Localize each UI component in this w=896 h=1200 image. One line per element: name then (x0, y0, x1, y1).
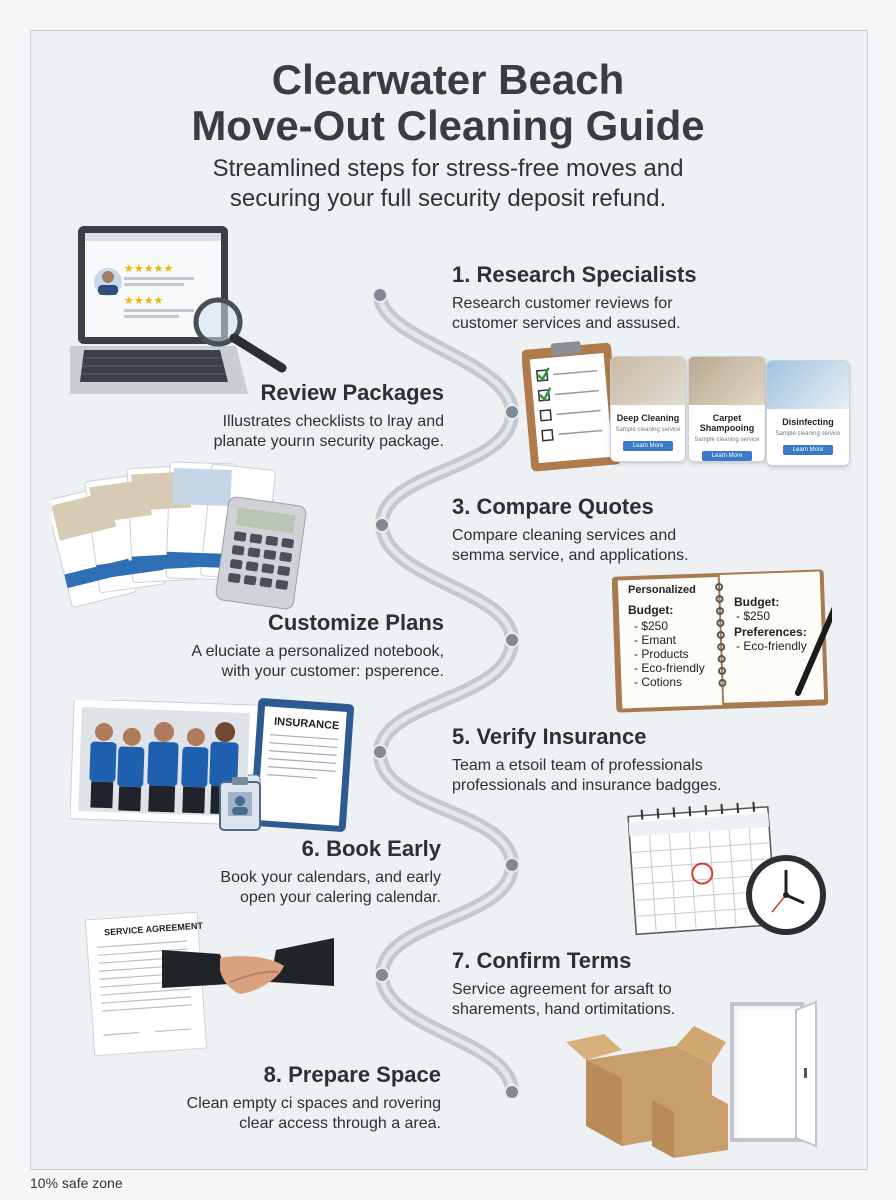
laptop-reviews-illustration (70, 222, 300, 407)
step-4-line2: with your customer: psperence. (221, 663, 444, 680)
step-1-line2: customer services and assused. (452, 315, 681, 332)
disinfecting-photo (767, 361, 849, 409)
step-7-line1: Service agreement for arsaft to (452, 981, 672, 998)
step-8-line1: Clean empty ci spaces and rovering (186, 1095, 441, 1112)
moving-boxes-door-illustration (566, 1000, 856, 1160)
carpet-shampooing-photo (689, 357, 765, 405)
checklist-clipboard-illustration (522, 340, 622, 472)
step-3 (452, 494, 852, 566)
notebook-right-item-1: - $250 (736, 609, 771, 623)
step-2-line2: planate yourın security package. (213, 433, 444, 450)
path-dot-7 (375, 968, 389, 982)
service-card-desc: Sample cleaning service (775, 431, 841, 437)
notebook-left-label: Budget: (628, 603, 674, 617)
step-2-line1: Illustrates checklists to lray and (222, 413, 444, 430)
insurance-label: INSURANCE (273, 715, 340, 733)
step-2-title: Review Packages (260, 380, 444, 405)
step-8-line2: clear access through a area. (239, 1115, 441, 1132)
notebook-right-label-1: Budget: (734, 595, 780, 609)
calendar-clock-illustration (626, 800, 831, 940)
path-dot-5 (373, 745, 387, 759)
step-6-line2: open your calering calendar. (239, 889, 441, 906)
step-5-line2: professionals and insurance badgges. (452, 777, 722, 794)
learn-more-button[interactable]: Learn More (702, 451, 752, 461)
service-card-name: Deep Cleaning (616, 413, 680, 423)
step-3-line1: Compare cleaning services and (452, 527, 677, 544)
step-5-title: 5. Verify Insurance (452, 724, 647, 749)
notebook-item-5: - Cotions (634, 675, 683, 689)
step-4 (100, 610, 444, 682)
insurance-clipboard-illustration (248, 695, 358, 835)
notebook-item-4: - Eco-friendly (634, 661, 705, 675)
step-4-line1: A eluciate a personalized notebook, (191, 643, 444, 660)
step-3-line2: semma service, and applications. (452, 547, 689, 564)
agreement-label: SERVICE AGREEMENT (103, 920, 204, 938)
svg-text:★★★★★: ★★★★★ (124, 262, 174, 275)
step-6 (100, 836, 441, 908)
svg-text:★★★★: ★★★★ (124, 294, 164, 307)
path-dot-1 (373, 288, 387, 302)
path-dot-6 (505, 858, 519, 872)
step-6-line1: Book your calendars, and early (220, 869, 441, 886)
service-card-desc: Sample cleaning service (694, 437, 760, 443)
notebook-right-label-2: Preferences: (734, 625, 807, 639)
step-7-title: 7. Confirm Terms (452, 948, 632, 973)
notebook-item-3: - Products (634, 647, 689, 661)
step-3-title: 3. Compare Quotes (452, 494, 654, 519)
personalized-notebook (612, 565, 832, 713)
path-dot-8 (505, 1085, 519, 1099)
step-1-title: 1. Research Specialists (452, 262, 697, 287)
service-card-disinfecting[interactable] (766, 360, 850, 466)
subtitle-line2: securing your full security deposit refund. (229, 185, 667, 212)
notebook-item-1: - $250 (634, 619, 669, 633)
step-8-title: 8. Prepare Space (263, 1062, 441, 1087)
notebook-heading: Personalized (628, 584, 696, 596)
step-6-title: 6. Book Early (301, 836, 441, 861)
step-4-title: Customize Plans (267, 610, 444, 635)
path-dot-2 (505, 405, 519, 419)
step-1 (452, 262, 852, 334)
service-card-name: Disinfecting (782, 417, 834, 427)
path-dot-4 (505, 633, 519, 647)
notebook-right-item-2: - Eco-friendly (736, 639, 807, 653)
safe-zone-note: 10% safe zone (30, 1175, 123, 1191)
service-card-deep-cleaning[interactable] (610, 356, 686, 462)
notebook-item-2: - Emant (634, 633, 677, 647)
step-8 (100, 1062, 441, 1134)
service-card-name: Carpet Shampooing (699, 413, 755, 433)
step-5-line1: Team a etsoil team of professionals (452, 757, 703, 774)
learn-more-button[interactable]: Learn More (783, 445, 833, 455)
step-7-line2: sharements, hand ortimitations. (452, 1001, 676, 1018)
brochures-calculator-illustration (52, 455, 312, 615)
learn-more-button[interactable]: Learn More (623, 441, 673, 451)
step-1-line1: Research customer reviews for (452, 295, 673, 312)
service-card-desc: Sample cleaning service (615, 427, 681, 433)
step-5 (452, 724, 852, 796)
id-badge-icon (218, 776, 264, 832)
page-title-line2: Move-Out Cleaning Guide (191, 102, 705, 149)
service-card-carpet-shampooing[interactable] (688, 356, 766, 462)
subtitle-line1: Streamlined steps for stress-free moves and (212, 155, 684, 182)
page-title-line1: Clearwater Beach (271, 56, 625, 103)
path-dot-3 (375, 518, 389, 532)
deep-cleaning-photo (611, 357, 685, 405)
